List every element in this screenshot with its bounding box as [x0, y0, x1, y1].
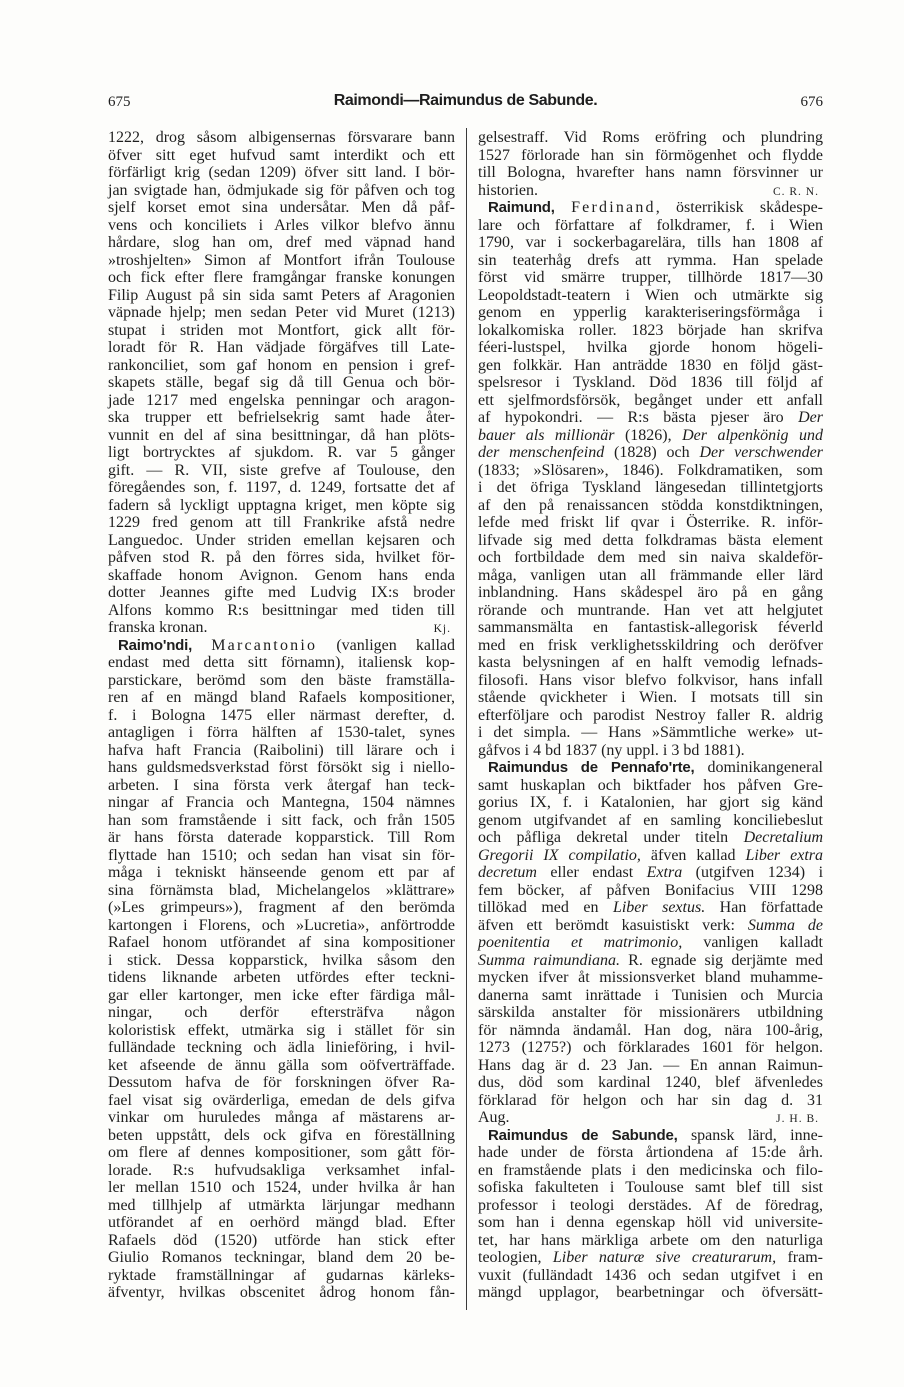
text-line: danerna samt inrättade i Tunisien och Murcia [478, 986, 823, 1004]
italic-text: bauer als millionär [478, 426, 615, 444]
text-line [478, 917, 823, 935]
text-line: med tillhjelp af utmärkta lärjungar medhann [108, 1196, 455, 1214]
left-column [108, 129, 455, 1302]
text-line: fadern så lyckligt upptagna kriget, men köpte sig [108, 496, 455, 514]
text-line: gen folkkär. Han anträdde 1830 en följd gäst- [478, 356, 823, 374]
text-line: professor i teologi derstädes. Af de föredrag, [478, 1196, 823, 1214]
text-line: ningar af Francia och Mantegna, 1504 nämnes [108, 794, 455, 811]
italic-text: Extra [646, 864, 683, 881]
text-segment: historien. [478, 181, 538, 199]
text-line: till Bologna, hvarefter hans namn försvinner ur [478, 164, 823, 181]
italic-text: Liber sextus. [612, 899, 706, 916]
text-line: vens och konciliets i Arles vilkor blefvo ännu [108, 216, 455, 234]
text-line [478, 1249, 823, 1267]
text-line: mycken ifver åt missionsverket bland muhamme- [478, 969, 823, 986]
line-text [478, 1109, 510, 1127]
page-number-right: 676 [800, 94, 823, 110]
text-line: ligt bortrycktes af sjukdom. R. var 5 gånger [108, 444, 455, 461]
author-signature: Kj. [433, 623, 451, 635]
text-line: 1790, var i sockerbagarelära, tills han 1808 af [478, 234, 823, 251]
text-line [478, 444, 823, 462]
spaced-text: Ferdinand [571, 199, 656, 216]
text-line [478, 829, 823, 847]
italic-text: poenitentia et matrimonio, [478, 934, 683, 951]
text-line: sin teaterhåg drefs att rymma. Han spelade [478, 251, 823, 269]
text-line: Rafaels död (1520) utförde han stick efter [108, 1231, 455, 1249]
text-line [478, 899, 823, 917]
text-line: i stick. Dessa kopparstick, hvilka såsom den [108, 951, 455, 969]
italic-text: Summa de [747, 916, 824, 934]
text-line: efterföljare och parodist Nestroy faller R. aldrig [478, 706, 823, 724]
text-line: jade 1217 med engelska penningar och aragon- [108, 391, 455, 409]
text-line: skaffade honom Avignon. Genom hans enda [108, 566, 455, 584]
text-line [108, 637, 455, 655]
text-line: gorius IX, f. i Katalonien, har gjort sig känd [478, 794, 823, 811]
text-line [478, 199, 823, 217]
text-line: lefde med friskt lif qvar i Österrike. R. inför- [478, 514, 823, 531]
text-segment: (vanligen kallad [317, 636, 456, 654]
text-line: och fick efter flere framgångar franske konungen [108, 269, 455, 286]
text-line: utförandet af en oerhörd mängd blad. Efter [108, 1214, 455, 1231]
text-segment: (utgifven 1234) i [682, 864, 824, 881]
text-line: gar eller kartonger, men icke efter färdiga mål- [108, 986, 455, 1004]
text-line: gift. — R. VII, siste grefve af Toulouse, den [108, 461, 455, 479]
text-line: koloristisk effekt, utmärka sig i stället för sin [108, 1021, 455, 1039]
text-line: hans guldsmedsverkstad först försökt sig i niello- [108, 759, 455, 776]
headword: Raimundus de Pennafo'rte, [488, 759, 695, 776]
author-signature: C. R. N. [772, 185, 819, 198]
text-line: stående qvickheter i Wien. I motsats till sin [478, 689, 823, 706]
text-segment: af hypokondri. — R:s bästa pjeser äro [478, 409, 799, 426]
text-line: om flere af dennes kompositioner, som gått för- [108, 1144, 455, 1161]
text-line: i det simpla. — Hans »Sämmtliche werke» ut- [478, 724, 823, 741]
text-line: skapets ställe, begaf sig då till Genua och bör- [108, 374, 455, 391]
text-line: vunnit en del af sina besittningar, då han plöts- [108, 426, 455, 444]
line-text [478, 182, 538, 200]
text-line: inblandning. Hans skådespel äro på en gång [478, 584, 823, 601]
text-line: féeri-lustspel, hvilka gjorde honom högeli- [478, 339, 823, 356]
headword: Raimundus de Sabunde, [488, 1126, 678, 1144]
author-signature: J. H. B. [776, 1113, 819, 1125]
running-header [108, 92, 823, 112]
text-line: mängd upplagor, bearbetningar och öfversätt- [478, 1284, 823, 1301]
text-line: ket afseende de ännu gälla som oöfverträffade. [108, 1056, 455, 1074]
text-line: lokalkomiska roller. 1823 började han skrifva [478, 321, 823, 339]
text-line [478, 427, 823, 445]
headword: Raimo'ndi, [118, 636, 193, 654]
text-line: af den på renaissancen stödda konstdiktningen, [478, 496, 823, 514]
text-line: hafva haft Francia (Raibolini) till lärare och i [108, 741, 455, 759]
text-line: dus, död som kardinal 1240, blef äfvenledes [478, 1074, 823, 1091]
text-line: förfärligt krig (sedan 1209) öfver sitt land. I bör- [108, 164, 455, 181]
text-line: loradt för R. Han vädjade förgäfves till Late- [108, 339, 455, 356]
text-line: gelsestraff. Vid Roms eröfring och plundring [478, 129, 823, 146]
italic-text: der menschenfeind [478, 444, 605, 461]
italic-text: decretum [478, 864, 537, 881]
text-line: 1273 (1275?) och förklarades 1601 för helgon. [478, 1039, 823, 1056]
text-segment [192, 637, 211, 654]
text-line: han som framstående i sitt fack, och från 1505 [108, 811, 455, 829]
text-line: rankonciliet, som gaf honom en pension i gref- [108, 356, 455, 374]
text-line: jan svigtade han, ödmjukade sig för påfven och tog [108, 181, 455, 199]
text-line: kasta belysningen af en halft vemodig lefnads- [478, 654, 823, 671]
text-line: i det öfriga Tyskland längesedan tillintetgjorts [478, 479, 823, 496]
text-segment: dominikangeneral [694, 759, 823, 776]
text-line: Rafael honom utförandet af sina kompositioner [108, 934, 455, 951]
text-line: hade under de första årtiondena af 15:de årh. [478, 1144, 823, 1161]
text-line: spelsresor i Tyskland. Död 1836 till följd af [478, 374, 823, 391]
text-segment: (1828) och [604, 444, 700, 461]
text-line: för nämnda ändamål. Han dog, nära 100-årig, [478, 1021, 823, 1039]
text-line [478, 409, 823, 427]
text-line: flyttade han 1510; och sedan han visat sin för- [108, 846, 455, 864]
text-segment: fram- [776, 1249, 824, 1266]
text-line: särskilda anstalter för missionärers utbildning [478, 1004, 823, 1021]
text-segment: vanligen kalladt [682, 934, 823, 951]
text-segment: spansk lärd, inne- [677, 1126, 823, 1144]
text-line: måga i tekniskt hänseende genom ett par af [108, 864, 455, 881]
text-line: ren af en mängd bland Rafaels kompositioner, [108, 689, 455, 706]
text-segment: eller endast [536, 864, 647, 881]
text-line [478, 847, 823, 865]
text-line: lare och författare af folkdramer, f. i Wien [478, 216, 823, 234]
italic-text: Der verschwender [699, 444, 824, 461]
text-line: sjelf korset emot sina undersåtar. Men då påf- [108, 199, 455, 216]
italic-text: Summa raimundiana. [478, 951, 620, 969]
text-line: stupat i striden mot Montfort, gick allt för- [108, 321, 455, 339]
text-line [478, 182, 823, 200]
text-line: ningar, och derför eftersträfva någon [108, 1004, 455, 1021]
text-line: först vid smärre trupper, tillhörde 1817—30 [478, 269, 823, 286]
text-line [478, 759, 823, 777]
text-line: 1222, drog såsom albigensernas försvarare bann [108, 129, 455, 146]
text-line: och fortbildade dem med sin naiva skaldeför- [478, 549, 823, 566]
text-segment: äfven ett berömdt kasuistiskt verk: [478, 916, 748, 934]
text-line: Hans dag är d. 23 Jan. — En annan Raimun- [478, 1056, 823, 1074]
text-segment: tillökad med en [478, 899, 613, 916]
text-line: Dessutom hafva de för forskningen öfver Ra- [108, 1074, 455, 1091]
text-line: måga, vanligen utan all främmande eller lärd [478, 566, 823, 584]
text-line: tet, har hans märkliga arbete om den naturliga [478, 1231, 823, 1249]
text-line [108, 619, 455, 637]
text-line: öfver sitt eget hufvud samt interdikt och ett [108, 146, 455, 164]
italic-text: Liber extra [745, 846, 823, 864]
text-line: ska trupper ett befrielsekrig samt hade åter- [108, 409, 455, 426]
italic-text: Liber naturæ sive creaturarum, [552, 1249, 777, 1266]
italic-text: Decretalium [743, 829, 823, 846]
text-line: sina förnämsta blad, Michelangelos »klättrare» [108, 881, 455, 899]
text-segment [555, 199, 571, 216]
text-line: genom utgifvandet af en samling konciliebeslut [478, 811, 823, 829]
text-line: f. i Bologna 1475 eller närmast derefter, d. [108, 706, 455, 724]
text-line: hårdare, slog han om, dref med väpnad hand [108, 234, 455, 251]
text-line [478, 742, 823, 760]
text-line: (»Les grimpeurs»), fragment af den berömda [108, 899, 455, 916]
text-segment: R. egnade sig derjämte med [619, 951, 824, 969]
text-line [478, 864, 823, 882]
text-line: 1527 förlorade han sin förmögenhet och flydde [478, 146, 823, 164]
text-segment: gåfvos i 4 bd 1837 (ny uppl. i 3 bd 1881). [478, 741, 745, 759]
text-segment: Aug. [478, 1109, 510, 1126]
text-segment: äfven kallad [640, 846, 746, 864]
text-line: kartongen i Florens, och »Lucretia», anförtrodde [108, 916, 455, 934]
italic-text: Der [798, 409, 823, 426]
text-line: påfven stod R. på den förres sida, hvilket för- [108, 549, 455, 566]
text-line: beten uppstått, dels ock gifva en föreställning [108, 1126, 455, 1144]
text-line: äfventyr, hvilkas obscenitet ådrog honom fån- [108, 1284, 455, 1301]
right-column [478, 129, 823, 1302]
text-line: vinkar om huruledes många af mästarens ar- [108, 1109, 455, 1126]
text-line: sofiska fakulteten i Toulouse samt blef till sist [478, 1179, 823, 1196]
text-line: ler mellan 1510 och 1524, under hvilka år han [108, 1179, 455, 1196]
page-number-left: 675 [108, 94, 131, 110]
text-segment: franska kronan. [108, 619, 208, 636]
text-line: en framstående plats i den medicinska och filo- [478, 1161, 823, 1179]
text-line: filosofi. Hans visor blefvo folkvisor, hans infall [478, 671, 823, 689]
text-line: ett sjelfmordsförsök, begånget under ett anfall [478, 391, 823, 409]
column-rule [466, 128, 467, 1310]
text-line: fem böcker, af påfven Bonifacius VIII 1298 [478, 881, 823, 899]
running-title: Raimondi—Raimundus de Sabunde. [333, 92, 598, 109]
text-line: dotter Jeannes gifte med Ludvig IX:s broder [108, 584, 455, 601]
line-text [108, 619, 208, 637]
text-line: samt huskaplan och biktfader hos påfven Gre- [478, 776, 823, 794]
text-line: endast med detta sitt förnamn), italiensk kop- [108, 654, 455, 671]
text-line: arbeten. I sina första verk återgaf han teck- [108, 776, 455, 794]
italic-text: Gregorii IX compilatio, [478, 846, 641, 864]
spaced-text: Marcantonio [211, 636, 318, 654]
text-line: (1833; »Slösaren», 1846). Folkdramatiken, som [478, 461, 823, 479]
text-segment: (1826), [614, 426, 683, 444]
text-line: lifvade sig med detta folkdramas bästa element [478, 531, 823, 549]
text-line: föregåendes son, f. 1197, d. 1249, fortsatte det af [108, 479, 455, 496]
text-line: med en frisk verklighetsskildring och deröfver [478, 636, 823, 654]
text-line: väpnade hjelp; men sedan Peter vid Muret (1213) [108, 304, 455, 321]
text-line: tidens liknande arbeten utfördes efter teckni- [108, 969, 455, 986]
text-line: Leopoldstadt-teatern i Wien och utmärkte sig [478, 286, 823, 304]
text-line: Languedoc. Under striden emellan kejsaren och [108, 531, 455, 549]
text-line: rörande och muntrande. Han vet att helgjutet [478, 601, 823, 619]
text-line [478, 1127, 823, 1145]
text-line: Filip August på sin sida samt Peters af Aragonien [108, 286, 455, 304]
text-line: Alfons kommo R:s besittningar med tiden till [108, 601, 455, 619]
text-segment: teologien, [478, 1249, 553, 1266]
text-line: förklarad för helgon och har sin dag d. 31 [478, 1091, 823, 1109]
headword: Raimund, [488, 199, 555, 216]
text-line: genom en ypperlig karakteriseringsförmåga i [478, 304, 823, 321]
text-line: »troshjelten» Simon af Montfort ifrån Toulouse [108, 251, 455, 269]
text-segment: Han författade [705, 899, 823, 916]
text-segment: och påfliga dekretal under titeln [478, 829, 744, 846]
text-line [478, 934, 823, 952]
text-line [478, 952, 823, 970]
text-line: sammansmälta en fantastisk-allegorisk féverld [478, 619, 823, 636]
text-line: 1229 fred genom att till Frankrike afstå nedre [108, 514, 455, 531]
text-line: fael visat sig ovärderliga, emedan de dels gifva [108, 1091, 455, 1109]
text-line: parstickare, berömd som den bäste framställa- [108, 671, 455, 689]
text-line: som han i denna egenskap höll vid universite- [478, 1214, 823, 1231]
text-line: fulländade teckning och ädla linieföring, i hvil- [108, 1039, 455, 1056]
italic-text: Der alpenkönig und [682, 426, 824, 444]
text-line: är hans första daterade kopparstick. Till Rom [108, 829, 455, 846]
text-segment: , österrikisk skådespe- [655, 199, 823, 216]
text-line [478, 1109, 823, 1127]
text-line: antagligen i förra hälften af 1530-talet, synes [108, 724, 455, 741]
text-line: vuxit (fulländadt 1436 och sedan utgifvet i en [478, 1266, 823, 1284]
text-line: ryktade framställningar af gudarnas kärleks- [108, 1266, 455, 1284]
text-line: lorade. R:s hufvudsakliga verksamhet infal- [108, 1161, 455, 1179]
text-line: Giulio Romanos teckningar, bland dem 20 be- [108, 1249, 455, 1266]
